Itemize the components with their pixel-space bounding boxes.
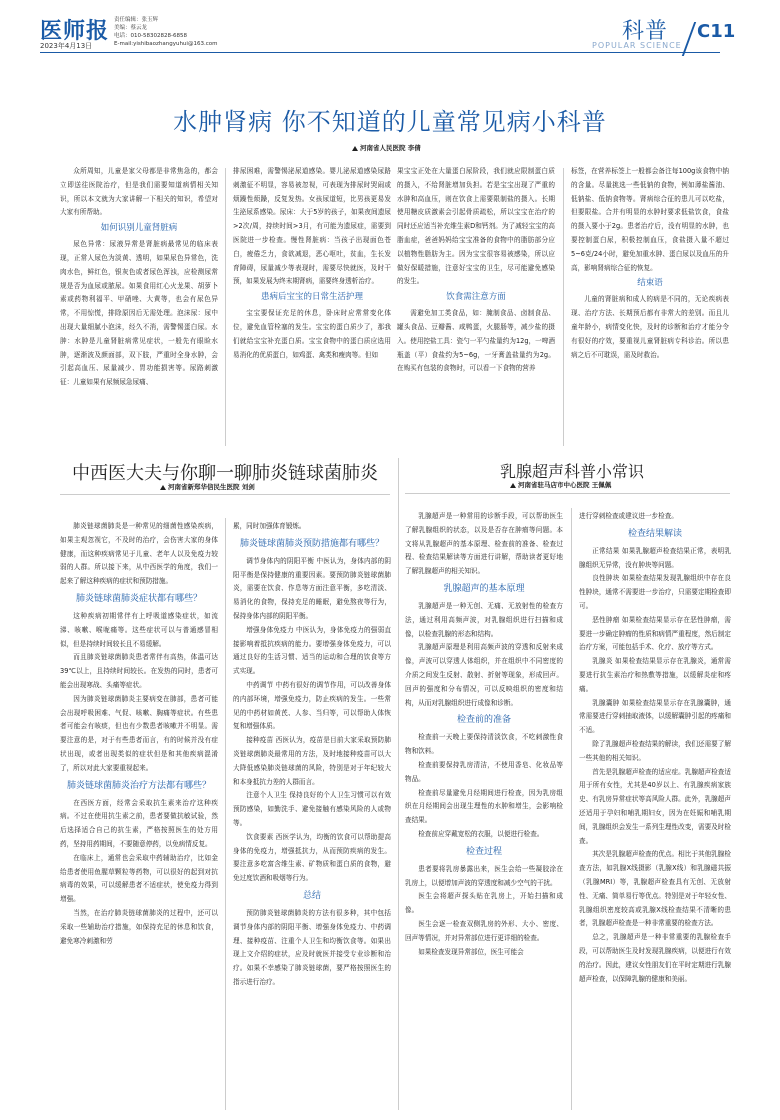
article3-column-1 [405,510,563,1110]
paragraph: 首先是乳腺超声检查的适应症。乳腺超声检查适用于所有女性，尤其是40岁以上、有乳腺疾病家族史、有乳房异常症状等高风险人群。此外，乳腺超声还适用于孕妇和哺乳期妇女，因为在妊娠和哺乳期间，乳腺组织会发生一系列生理性改变，需要及时检查。 [579,767,731,845]
article3-title: 乳腺超声科普小常识 [500,462,645,481]
paragraph: 恶性肿瘤 如果检查结果显示存在恶性肿瘤，需要进一步确定肿瘤的性质和病情严重程度，然后制定治疗方案，可能包括手术、化疗、放疗等方式。 [579,615,731,652]
paragraph: 进行穿刺检查或建议进一步检查。 [579,512,678,520]
header-divider [682,22,696,56]
paragraph: 增强身体免疫力 中医认为，身体免疫力的强弱直接影响着抵抗疾病的能力。要增强身体免疫力，可以通过良好的生活习惯、适当的运动和合理的饮食等方式实现。 [233,625,391,676]
column-divider [225,518,226,1110]
paragraph: 尿色异常：尿液异常是肾脏病最常见的临床表现，正常人尿色为淡黄、透明，如果尿色异常色，洗肉水色，鲜红色，银灰色或者尿色浑浊，应检测尿常规是否为血尿或脓尿。如果食用红心火龙果、胡萝卜素或药物利福平、甲硝唑、大黄等，也会有尿色异常，不用惊慌，排除原因后无需处理。泡沫尿：尿中出现大量细腻小泡沫，经久不消，需警惕蛋白尿。水肿：水肿是儿童肾脏病常见症状，一般先有眼睑水肿，逐渐波及颜面部，双下肢，严重时全身水肿，会引起高血压、尿量减少、胃功能损害等。尿路刺激征：儿童如果有尿频尿急尿痛、 [60,240,218,387]
subheading: 饮食需注意方面 [446,292,506,303]
article3-byline-text: 河南省驻马店市中心医院 王佩佩 [518,481,612,489]
section-title-en: POPULAR SCIENCE [592,41,682,50]
paragraph: 接种疫苗 西医认为，疫苗是目前大家采取预防肺炎链球菌肺炎最常用的方法，及时地接种疫苗可以大大降低感染肺炎链球菌的风险，特别是对于年纪较大和本身抵抗力差的人群而言。 [233,736,391,786]
paragraph: 医生会逐一检查双侧乳房的外形、大小、密度、回声等情况，并对异常部位进行更详细的检查。 [405,919,563,942]
page-number: C11 [697,21,736,42]
paragraph: 标签，在营养标签上一般都会备注每100g该食物中钠的含量。尽量挑选一些低钠的食物，例如薄盐酱油、低钠盐、低钠食物等。肾病综合征的患儿可以吃盐，但要限盐。合并有明显的水肿时要求低盐饮食，食盐的摄入要小于2g。患者治疗后，没有明显的水肿，也要控制蛋白尿，积极控制血压，食盐摄入量不超过5~6克/24小时，避免加重水肿、蛋白尿以及血压的升高，影响肾病综合征的恢复。 [571,167,729,272]
article3-column-2 [579,510,731,1110]
section-title: 科普 [622,19,669,44]
subheading: 肺炎链球菌肺炎治疗方法都有哪些？ [66,780,211,791]
header-rule [40,52,720,53]
paragraph: 乳腺超声是一种无创、无痛、无放射性的检查方法，通过利用高频声波，对乳腺组织进行扫描和成像，以检查乳腺的形态和结构。 [405,601,563,638]
column-divider [225,168,226,446]
phone-number: 电话：010-58302828-6858 [114,33,187,39]
article1-column-4 [571,165,729,448]
article2-title: 中西医大夫与你聊一聊肺炎链球菌肺炎 [72,463,378,484]
paragraph: 检查前要保持乳房清洁，不使用香皂、化妆品等物品。 [405,760,563,783]
paragraph: 饮食要素 西医学认为，均衡的饮食可以帮助提高身体的免疫力，增强抵抗力，从而预防疾病的发生。要注意多吃富含维生素、矿物质和蛋白质的食物，避免过度饮酒和吸烟等行为。 [233,832,391,883]
paragraph: 当然，在治疗肺炎链球菌肺炎的过程中，还可以采取一些辅助治疗措施，如保持充足的休息和饮食，避免寒冷刺激和劳 [60,908,218,945]
designer-name: 美编：蔡云龙 [114,25,148,31]
paragraph: 其次是乳腺超声检查的优点。相比于其他乳腺检查方法，如乳腺X线摄影（乳腺X线）和乳腺磁共振（乳腺MRI）等，乳腺超声检查具有无创、无放射性、无痛、简单易行等优点。特别是对于年轻女性、乳腺组织密度较高或乳腺X线检查结果不清晰的患者，乳腺超声检查是一种非常重要的检查方法。 [579,850,731,928]
subheading: 患病后宝宝的日常生活护理 [260,292,363,303]
subheading: 检查结果解读 [627,528,682,539]
subheading: 如何识别儿童肾脏病 [100,223,178,234]
paragraph: 除了乳腺超声检查结果的解读，我们还需要了解一些其他的相关知识。 [579,739,731,762]
article1-column-3 [397,165,555,448]
article1-byline-text: 河南省人民医院 李倩 [360,144,421,152]
paragraph: 因为肺炎链球菌肺炎主要病变在肺部，患者可能会出现呼吸困难、气促、咳嗽、胸痛等症状。有些患者可能会有咳痰，但也有少数患者咳嗽并不明显。需要注意的是，对于有些患者而言，有的时候并没有症状出现，或者出现类似的症状但是和其他疾病混淆了，所以对此大家要重视起来。 [60,694,218,772]
column-divider [571,508,572,1110]
paragraph: 累，同时加强体育锻炼。 [233,522,306,530]
paragraph: 检查前应穿戴宽松的衣服，以便进行检查。 [418,829,544,838]
paragraph: 肺炎链球菌肺炎是一种常见的细菌性感染疾病，如果主观忽视它，不及时的治疗，会伤害大家的身体健康，而这种疾病常见于儿童、老年人以及免疫力较弱的人群。所以接下来，从中西医学的角度，我们一起来了解这种疾病的症状和预防措施。 [60,522,218,586]
paragraph: 众所周知，儿童是家父母都是非常焦急的，都会立即送往医院治疗，但是我们需要知道病情相关知识，所以本文就为大家讲解一下相关的知识，希望对大家有所帮助。 [60,167,218,217]
article2-column-2 [233,520,391,1110]
paragraph: 良性肿块 如果检查结果发现乳腺组织中存在良性肿块，通常不需要进一步治疗，只需要定期检查即可。 [579,574,731,610]
paragraph: 儿童的肾脏病和成人的病是不同的，无论疾病表现、治疗方法、长期预后都有非常大的差别。而且儿童年龄小，病情变化快，及时的诊断和治疗才能分令有很好的疗效，要重视儿童肾脏病专科诊治。所以患病之后不可耽误，需及时救治。 [571,295,729,359]
paragraph: 患者要将乳房暴露出来，医生会给一些凝胶涂在乳房上，以便增加声波的穿透度和减少空气的干扰。 [405,864,563,887]
paragraph: 调节身体内的阴阳平衡 中医认为，身体内部的阴阳平衡是保持健康的重要因素。要预防肺炎链球菌肺炎，需要在饮食、作息等方面注意平衡，多吃清淡、易消化的食物，保持充足的睡眠，避免熬夜等行为，保持身体内部的阴阳平衡。 [233,556,391,620]
subheading: 总结 [302,890,321,901]
subheading: 肺炎链球菌肺炎预防措施都有哪些？ [239,538,384,549]
subheading: 乳腺超声的基本原理 [443,583,525,594]
triangle-icon [352,146,358,151]
paragraph: 果宝宝正处在大量蛋白尿阶段，我们就应限制蛋白质的摄入，不给肾脏增加负担。若是宝宝出现了严重的水肿和高血压，则在饮食上需要限制盐的摄入。长期使用糖皮质激素会引起骨质疏松，所以宝宝在治疗的同时还应适当补充维生素D和钙剂。为了减轻宝宝的高脂血症，爸爸妈妈给宝宝准备的食物中的脂肪部分应以植物性脂肪为主。因为宝宝很容易被感染，所以应做好保暖措施，注意好宝宝的卫生，尽可能避免感染的发生。 [397,167,555,286]
paragraph: 检查前一天晚上要保持清淡饮食，不吃刺激性食物和饮料。 [405,733,563,756]
issue-date: 2023年4月13日 [40,42,93,50]
paragraph: 乳腺超声是一种常用的诊断手段，可以帮助医生了解乳腺组织的状态，以及是否存在肿瘤等问题。本文将从乳腺超声的基本原理、检查前的准备、检查过程、检查结果解读等方面进行讲解，帮助读者更好地了解乳腺超声的相关知识。 [405,512,563,576]
paragraph: 这种疾病初期常伴有上呼吸道感染症状，如流涕、咳嗽、喉咙痛等。这些症状可以与普通感冒相似，但是持续时间较长且不易缓解。 [60,611,218,648]
article1-byline [352,143,421,152]
article2-byline-text: 河南省新郑华信民生医院 刘剑 [168,483,255,491]
paragraph: 乳腺炎 如果检查结果显示存在乳腺炎，通常需要进行抗生素治疗和热敷等措施，以缓解炎症和疼痛。 [579,657,731,693]
email-address: E-mail:yishibaozhangyuhui@163.com [114,41,218,47]
newspaper-logo: 医师报 [40,18,110,44]
paragraph: 总之，乳腺超声是一种非常重要的乳腺检查手段，可以帮助医生及时发现乳腺疾病，以便进行有效的治疗。因此，建议女性朋友们在平时定期进行乳腺超声检查，以保障乳腺的健康和美丽。 [579,933,731,983]
article1-column-2 [233,165,391,448]
paragraph: 医生会将超声探头贴在乳房上，开始扫描和成像。 [405,892,563,915]
paragraph: 预防肺炎链球菌肺炎的方法有很多种，其中包括调节身体内部的阴阳平衡、增强身体免疫力、中药调理、接种疫苗、注重个人卫生和均衡饮食等。如果出现上文介绍的症状，应及时就医并接受专业诊断和治疗。如果不幸感染了肺炎链球菌，要严格按照医生的指示进行治疗。 [233,908,391,986]
paragraph: 在西医方面，经常会采取抗生素来治疗这种疾病。不过在使用抗生素之前，患者要做抗敏试验，然后选择适合自己的抗生素，严格按照医生的处方用药，坚持用药期间，不要随意停药，以免病情反复。 [60,798,218,848]
editor-name: 责任编辑：张玉辉 [114,17,159,23]
article3-byline [510,480,611,489]
paragraph: 乳腺超声原理是利用高频声波的穿透和反射来成像，声波可以穿透人体组织，并在组织中不同密度的介质之间发生反射、散射、折射等现象，形成回声。回声的强度和分布情况，可以反映组织的密度和结构，从而对乳腺组织进行成像和诊断。 [405,643,563,707]
article-divider [398,458,399,1110]
article2-rule [60,494,390,495]
article1-column-1 [60,165,218,448]
paragraph: 排尿困难，需警惕泌尿道感染。婴儿泌尿道感染尿路刺激征不明显，容易被忽视，可表现为排尿时哭闹或烦躁性烦躁，反复发热。女孩尿道短，比男孩更易发生泌尿系感染。尿床：大于5岁的孩子，如果夜间遗尿>2次/周，持续时间>3月，有可能为遗尿症，需要到医院进一步检查。慢性肾脏病：当孩子出现面色苍白，疲倦乏力，食欲减退，恶心呕吐，贫血，生长发育障碍，尿量减少等表现时，需要尽快就医，及时干预，如果发展为终末期肾病，需要终身透析治疗。 [233,167,391,286]
paragraph: 注意个人卫生 保持良好的个人卫生习惯可以有效预防感染，如勤洗手、避免接触有感染风险的人或物等。 [233,791,391,827]
triangle-icon [510,483,516,488]
paragraph: 宝宝要保证充足的休息，卧床时应常常变化体位，避免血管栓塞的发生。宝宝的蛋白质少了，那我们就给宝宝补充蛋白质。宝宝食物中的蛋白质应选用易消化的优质蛋白，如鸡蛋、禽类和瘦肉等。但如 [233,309,391,359]
paragraph: 检查前尽量避免月经期间进行检查，因为乳房组织在月经期间会出现生理性的水肿和增生，会影响检查结果。 [405,788,563,825]
article3-rule [405,493,730,494]
column-divider [563,168,564,446]
paragraph: 乳腺囊肿 如果检查结果显示存在乳腺囊肿，通常需要进行穿刺抽取液体，以缓解囊肿引起的疼痛和不适。 [579,698,731,735]
subheading: 结束语 [637,278,663,289]
article2-byline [160,482,255,491]
article2-column-1 [60,520,218,1110]
subheading: 肺炎链球菌肺炎症状都有哪些？ [75,593,202,604]
triangle-icon [160,485,166,490]
paragraph: 正常结果 如果乳腺超声检查结果正常，表明乳腺组织无异常，没有肿块等问题。 [579,546,731,569]
paragraph: 需避免加工类食品，如：腌制食品、卤制食品、罐头食品、豆瓣酱、咸鸭蛋，火腿肠等，减少盐的摄入。使用控盐工具：瓷勺一平勺盐量约为12g，一啤酒瓶盖（平）食盐约为5~6g，一牙膏盖盐量约为2g。在购买有包装的食物时，可以看一下食物的营养 [397,309,555,373]
paragraph: 中药调节 中药有很好的调节作用，可以改善身体的内部环境，增强免疫力，防止疾病的发生。一些常见的中药材如黄芪、人参、当归等，可以帮助人体恢复和增强体质。 [233,680,391,731]
subheading: 检查过程 [465,846,502,857]
paragraph: 如果检查发现异常部位，医生可能会 [418,947,524,956]
article1-title: 水肿肾病 你不知道的儿童常见病小科普 [173,108,607,136]
paragraph: 而且肺炎链球菌肺炎患者常伴有高热，体温可达39℃以上，且持续时间较长。在发热的同时，患者可能会出现寒战、头痛等症状。 [60,653,218,689]
paragraph: 在临床上，通常也会采取中药辅助治疗，比如金给患者使用鱼腥草颗粒等药物，可以很好的起到对抗病毒的效果，可以缓解患者不适症状，使免疫力得到增强。 [60,853,218,904]
editor-info [114,16,187,40]
subheading: 检查前的准备 [456,715,511,726]
